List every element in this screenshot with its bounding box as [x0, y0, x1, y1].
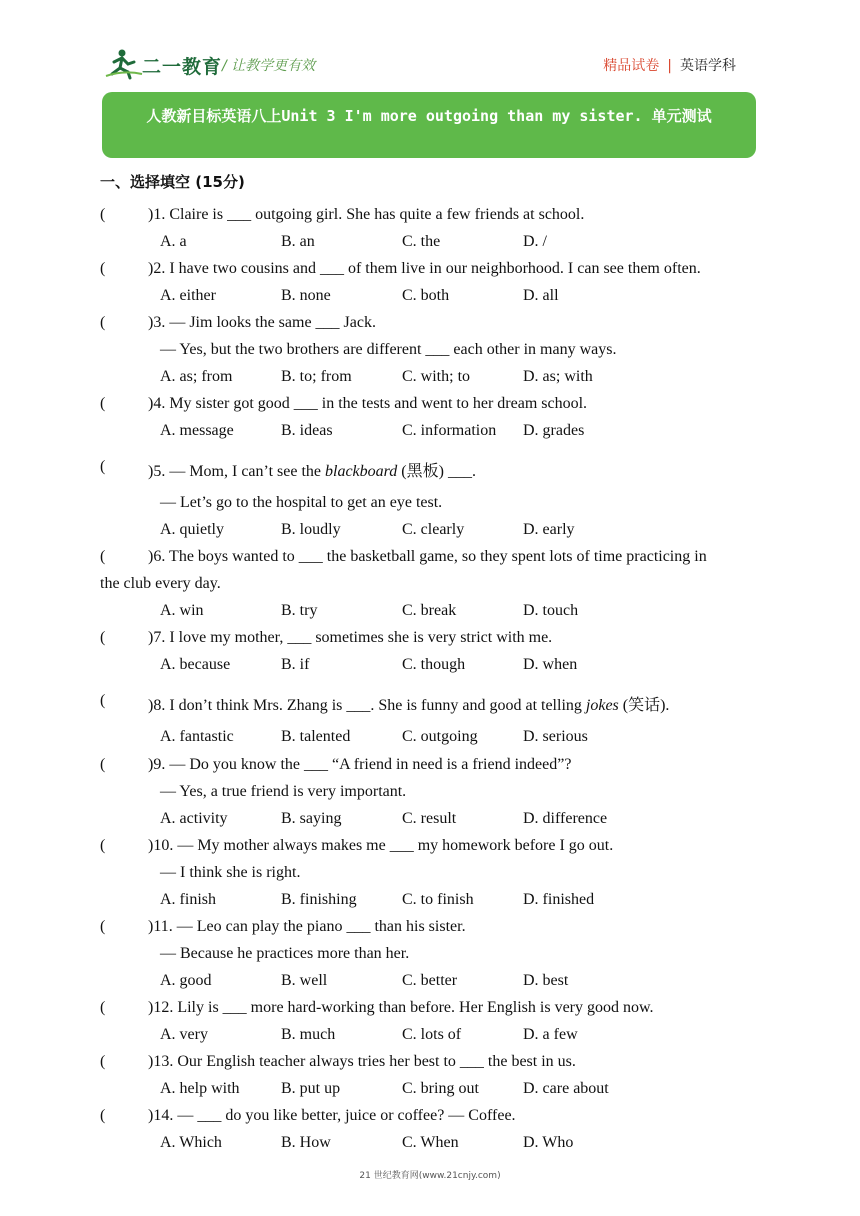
option-d: D. touch	[523, 602, 579, 619]
option-c: C. information	[402, 422, 497, 439]
option-b: B. well	[281, 972, 328, 989]
answer-bracket: (	[100, 1107, 106, 1124]
question-stem-1: )1. Claire is ___ outgoing girl. She has quite a few friends at school.	[148, 206, 585, 223]
question-stem-14: )14. — ___ do you like better, juice or coffee? — Coffee.	[148, 1107, 516, 1124]
option-a: A. as; from	[160, 368, 233, 385]
answer-bracket: (	[100, 756, 106, 773]
option-d: D. when	[523, 656, 578, 673]
section-title: 一、选择填空 (15分)	[100, 173, 245, 191]
question-reply-line: — Because he practices more than her.	[160, 945, 410, 962]
question-reply-line: — I think she is right.	[160, 864, 301, 881]
option-c: C. outgoing	[402, 728, 478, 745]
option-a: A. a	[160, 233, 187, 250]
option-a: A. quietly	[160, 521, 224, 538]
option-d: D. as; with	[523, 368, 593, 385]
option-b: B. if	[281, 656, 310, 673]
option-a: A. either	[160, 287, 216, 304]
question-stem-11: )11. — Leo can play the piano ___ than his sister.	[148, 918, 466, 935]
option-d: D. finished	[523, 891, 595, 908]
question-stem-12: )12. Lily is ___ more hard-working than before. Her English is very good now.	[148, 999, 654, 1016]
question-stem-6: )6. The boys wanted to ___ the basketball game, so they spent lots of time practicing in	[148, 548, 707, 565]
logo-text: 二一教育	[142, 56, 223, 78]
option-d: D. a few	[523, 1026, 578, 1043]
option-c: C. bring out	[402, 1080, 479, 1097]
option-c: C. clearly	[402, 521, 465, 538]
option-c: C. break	[402, 602, 457, 619]
question-stem-3: )3. — Jim looks the same ___ Jack.	[148, 314, 376, 331]
stem-part: (笑话).	[618, 697, 670, 714]
option-c: C. the	[402, 233, 441, 250]
option-b: B. loudly	[281, 521, 341, 538]
option-a: A. because	[160, 656, 231, 673]
option-b: B. How	[281, 1134, 331, 1151]
option-a: A. fantastic	[160, 728, 234, 745]
option-d: D. difference	[523, 810, 608, 827]
option-c: C. though	[402, 656, 466, 673]
answer-bracket: (	[100, 999, 106, 1016]
header-separator: |	[667, 58, 672, 74]
option-d: D. early	[523, 521, 575, 538]
stem-part: (黑板) ___.	[397, 463, 476, 480]
option-c: C. When	[402, 1134, 459, 1151]
option-a: A. win	[160, 602, 204, 619]
option-b: B. finishing	[281, 891, 357, 908]
option-a: A. Which	[160, 1134, 222, 1151]
option-d: D. all	[523, 287, 559, 304]
option-d: D. grades	[523, 422, 585, 439]
option-a: A. message	[160, 422, 234, 439]
answer-bracket: (	[100, 918, 106, 935]
option-b: B. to; from	[281, 368, 352, 385]
option-a: A. help with	[160, 1080, 240, 1097]
option-c: C. both	[402, 287, 450, 304]
option-a: A. very	[160, 1026, 208, 1043]
slogan: / 让教学更有效	[222, 58, 316, 74]
title-banner	[102, 92, 756, 158]
question-stem-13: )13. Our English teacher always tries her best to ___ the best in us.	[148, 1053, 576, 1070]
option-c: C. with; to	[402, 368, 471, 385]
question-stem-2: )2. I have two cousins and ___ of them live in our neighborhood. I can see them often.	[148, 260, 701, 277]
page-header	[0, 0, 860, 90]
option-a: A. finish	[160, 891, 216, 908]
question-stem-9: )9. — Do you know the ___ “A friend in need is a friend indeed”?	[148, 756, 572, 773]
subject-label: 英语学科	[680, 58, 736, 74]
question-stem-4: )4. My sister got good ___ in the tests and went to her dream school.	[148, 395, 588, 412]
option-a: A. activity	[160, 810, 228, 827]
option-b: B. try	[281, 602, 318, 619]
option-c: C. result	[402, 810, 457, 827]
option-b: B. put up	[281, 1080, 341, 1097]
question-stem-8	[148, 692, 669, 715]
question-reply-line: — Let’s go to the hospital to get an eye test.	[160, 494, 443, 511]
answer-bracket: (	[100, 314, 106, 331]
answer-bracket: (	[100, 206, 106, 223]
option-b: B. none	[281, 287, 331, 304]
answer-bracket: (	[100, 692, 106, 709]
answer-bracket: (	[100, 1053, 106, 1070]
stem-italic-word: blackboard	[325, 463, 398, 480]
option-c: C. better	[402, 972, 458, 989]
option-d: D. care about	[523, 1080, 609, 1097]
option-b: B. ideas	[281, 422, 333, 439]
question-stem-continued: the club every day.	[100, 575, 221, 592]
stem-italic-word: jokes	[585, 697, 619, 714]
option-b: B. saying	[281, 810, 342, 827]
option-d: D. /	[523, 233, 547, 250]
header-right	[603, 55, 736, 75]
question-reply-line: — Yes, a true friend is very important.	[160, 783, 407, 800]
option-b: B. much	[281, 1026, 336, 1043]
option-a: A. good	[160, 972, 212, 989]
answer-bracket: (	[100, 395, 106, 412]
document-title: 人教新目标英语八上Unit 3 I'm more outgoing than my sister. 单元测试	[146, 107, 712, 125]
question-stem-7: )7. I love my mother, ___ sometimes she is very strict with me.	[148, 629, 553, 646]
option-c: C. lots of	[402, 1026, 462, 1043]
option-d: D. Who	[523, 1134, 574, 1151]
option-d: D. serious	[523, 728, 588, 745]
question-reply-line: — Yes, but the two brothers are different ___ each other in many ways.	[160, 341, 617, 358]
answer-bracket: (	[100, 260, 106, 277]
answer-bracket: (	[100, 629, 106, 646]
option-d: D. best	[523, 972, 569, 989]
footer: 21 世纪教育网(www.21cnjy.com)	[359, 1171, 501, 1181]
answer-bracket: (	[100, 548, 106, 565]
option-b: B. talented	[281, 728, 351, 745]
exam-label: 精品试卷	[603, 58, 660, 74]
answer-bracket: (	[100, 837, 106, 854]
answer-bracket: (	[100, 458, 106, 475]
stem-part: )8. I don’t think Mrs. Zhang is ___. She is funny and good at telling	[148, 697, 586, 714]
question-stem-5	[148, 458, 476, 481]
stem-part: )5. — Mom, I can’t see the	[148, 463, 325, 480]
option-c: C. to finish	[402, 891, 474, 908]
option-b: B. an	[281, 233, 315, 250]
question-stem-10: )10. — My mother always makes me ___ my homework before I go out.	[148, 837, 614, 854]
